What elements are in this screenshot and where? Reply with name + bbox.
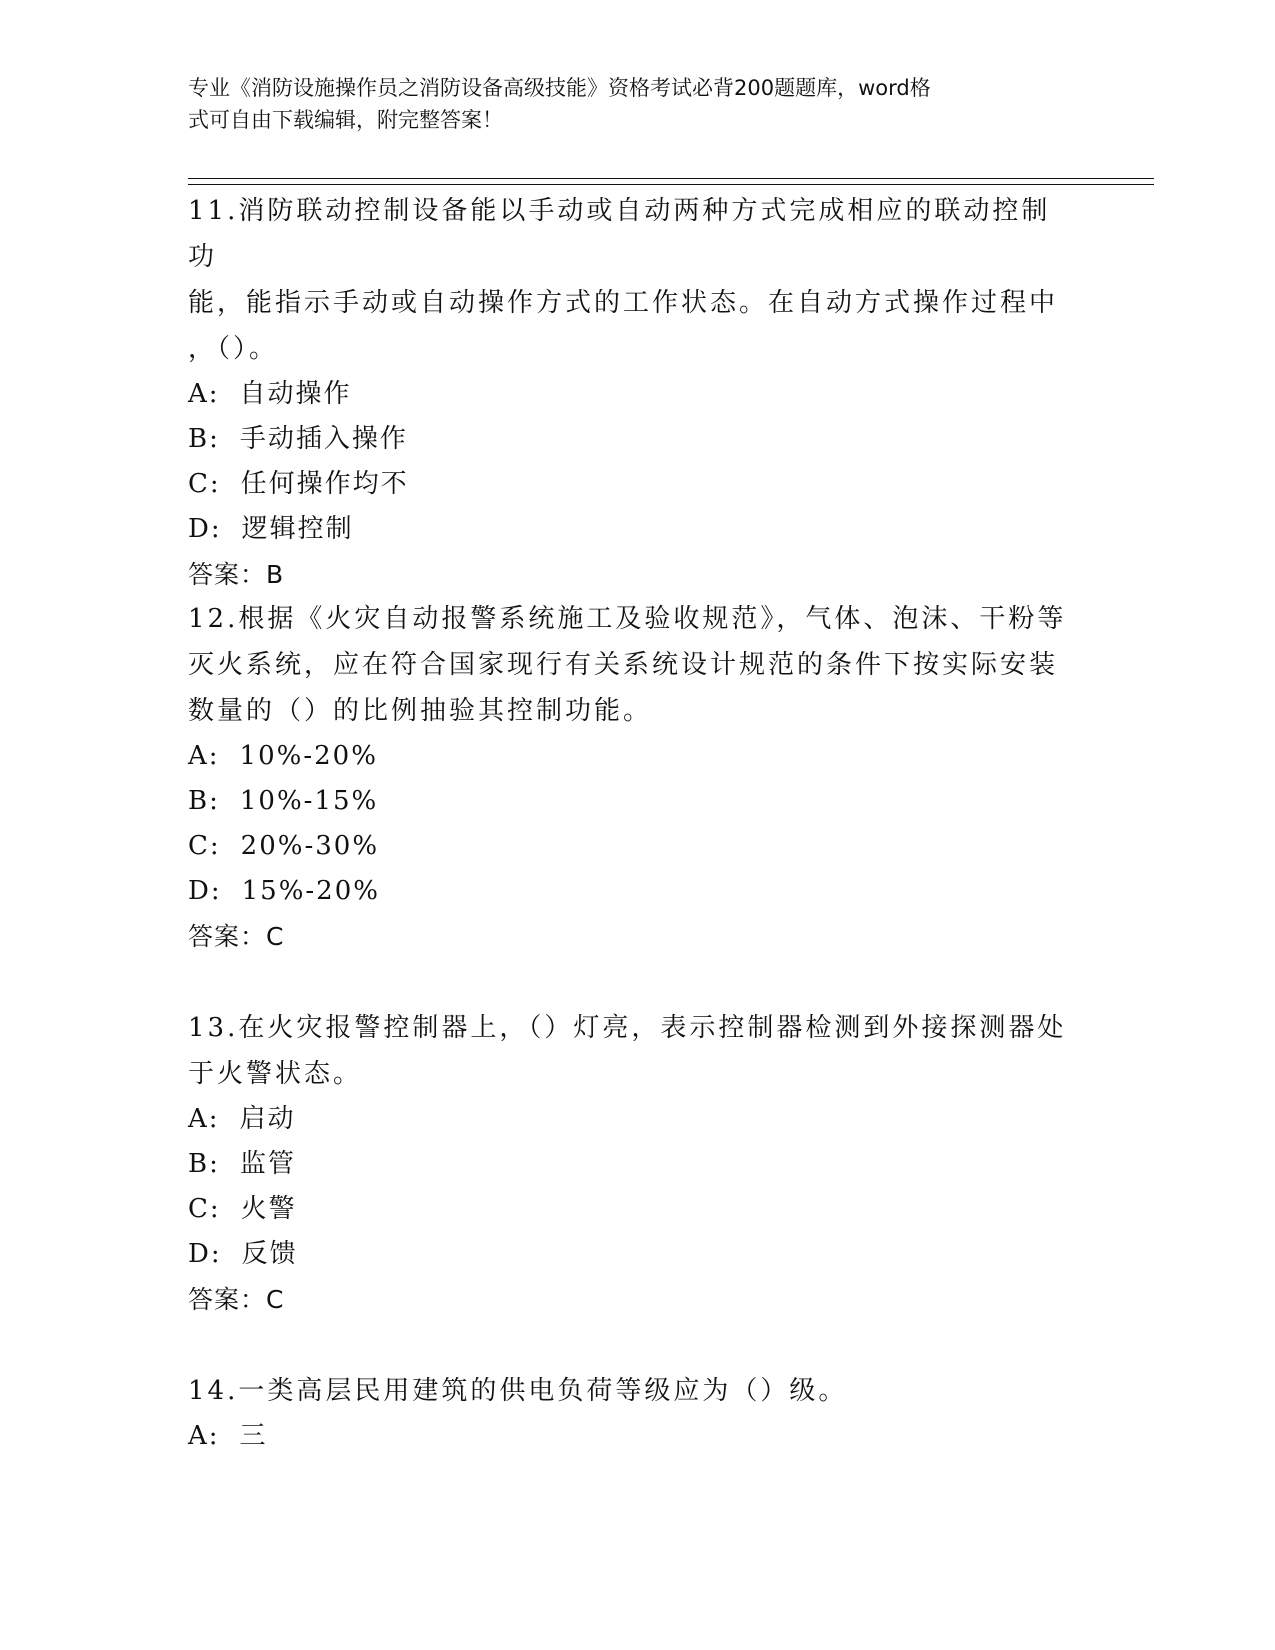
option-text: 15%-20% <box>241 876 380 906</box>
option-text: 手动插入操作 <box>239 424 408 454</box>
option-key: A: <box>188 1104 220 1134</box>
option-text: 火警 <box>240 1194 297 1224</box>
option-key: C: <box>188 831 221 861</box>
option-key: B: <box>188 1149 220 1179</box>
header-divider-bottom <box>188 184 1154 185</box>
option-text: 10%-15% <box>239 786 379 816</box>
question-14 <box>188 1368 1068 1459</box>
answer-line: 答案：C <box>188 1285 285 1314</box>
header-line-2: 式可自由下载编辑，附完整答案！ <box>188 108 503 132</box>
header-line-1: 专业《消防设施操作员之消防设备高级技能》资格考试必背200题题库，word格 <box>188 76 931 100</box>
option-key: B: <box>188 424 220 454</box>
question-12 <box>188 596 1068 960</box>
option-key: C: <box>188 469 221 499</box>
option-b <box>188 1142 1068 1187</box>
question-stem-line: 13.在火灾报警控制器上，（）灯亮，表示控制器检测到外接探测器处 <box>188 1013 1067 1043</box>
option-a <box>188 372 1068 417</box>
question-stem-line: ，（）。 <box>188 334 279 364</box>
option-text: 自动操作 <box>239 379 352 409</box>
answer-line: 答案：B <box>188 560 285 589</box>
option-b <box>188 417 1068 462</box>
option-a <box>188 1414 1068 1459</box>
option-text: 任何操作均不 <box>240 469 409 499</box>
option-a <box>188 1097 1068 1142</box>
option-a <box>188 734 1068 779</box>
option-d <box>188 1232 1068 1277</box>
option-key: A: <box>188 741 220 771</box>
question-stem-line: 数量的（）的比例抽验其控制功能。 <box>188 696 653 726</box>
question-stem-line: 能，能指示手动或自动操作方式的工作状态。在自动方式操作过程中 <box>188 288 1059 318</box>
option-c <box>188 1187 1068 1232</box>
question-13 <box>188 1005 1068 1323</box>
option-c <box>188 824 1068 869</box>
header-divider-top <box>188 178 1154 179</box>
question-11 <box>188 188 1068 598</box>
option-text: 启动 <box>239 1104 296 1134</box>
option-key: D: <box>188 514 222 544</box>
document-header <box>188 72 1068 136</box>
option-text: 监管 <box>239 1149 296 1179</box>
question-stem-line: 灭火系统，应在符合国家现行有关系统设计规范的条件下按实际安装 <box>188 650 1059 680</box>
option-d <box>188 869 1068 914</box>
option-text: 20%-30% <box>240 831 380 861</box>
option-text: 逻辑控制 <box>241 514 354 544</box>
option-b <box>188 779 1068 824</box>
question-stem-line: 11.消防联动控制设备能以手动或自动两种方式完成相应的联动控制功 <box>188 196 1051 272</box>
option-text: 三 <box>239 1421 268 1451</box>
option-c <box>188 462 1068 507</box>
question-stem-line: 于火警状态。 <box>188 1059 363 1089</box>
option-key: D: <box>188 1239 222 1269</box>
option-key: C: <box>188 1194 221 1224</box>
option-key: A: <box>188 1421 220 1451</box>
option-text: 反馈 <box>241 1239 298 1269</box>
question-stem-line: 12.根据《火灾自动报警系统施工及验收规范》，气体、泡沫、干粉等 <box>188 604 1067 634</box>
option-key: B: <box>188 786 220 816</box>
option-key: D: <box>188 876 222 906</box>
answer-line: 答案：C <box>188 922 285 951</box>
option-d <box>188 507 1068 552</box>
option-text: 10%-20% <box>239 741 378 771</box>
option-key: A: <box>188 379 220 409</box>
question-stem-line: 14.一类高层民用建筑的供电负荷等级应为（）级。 <box>188 1376 848 1406</box>
